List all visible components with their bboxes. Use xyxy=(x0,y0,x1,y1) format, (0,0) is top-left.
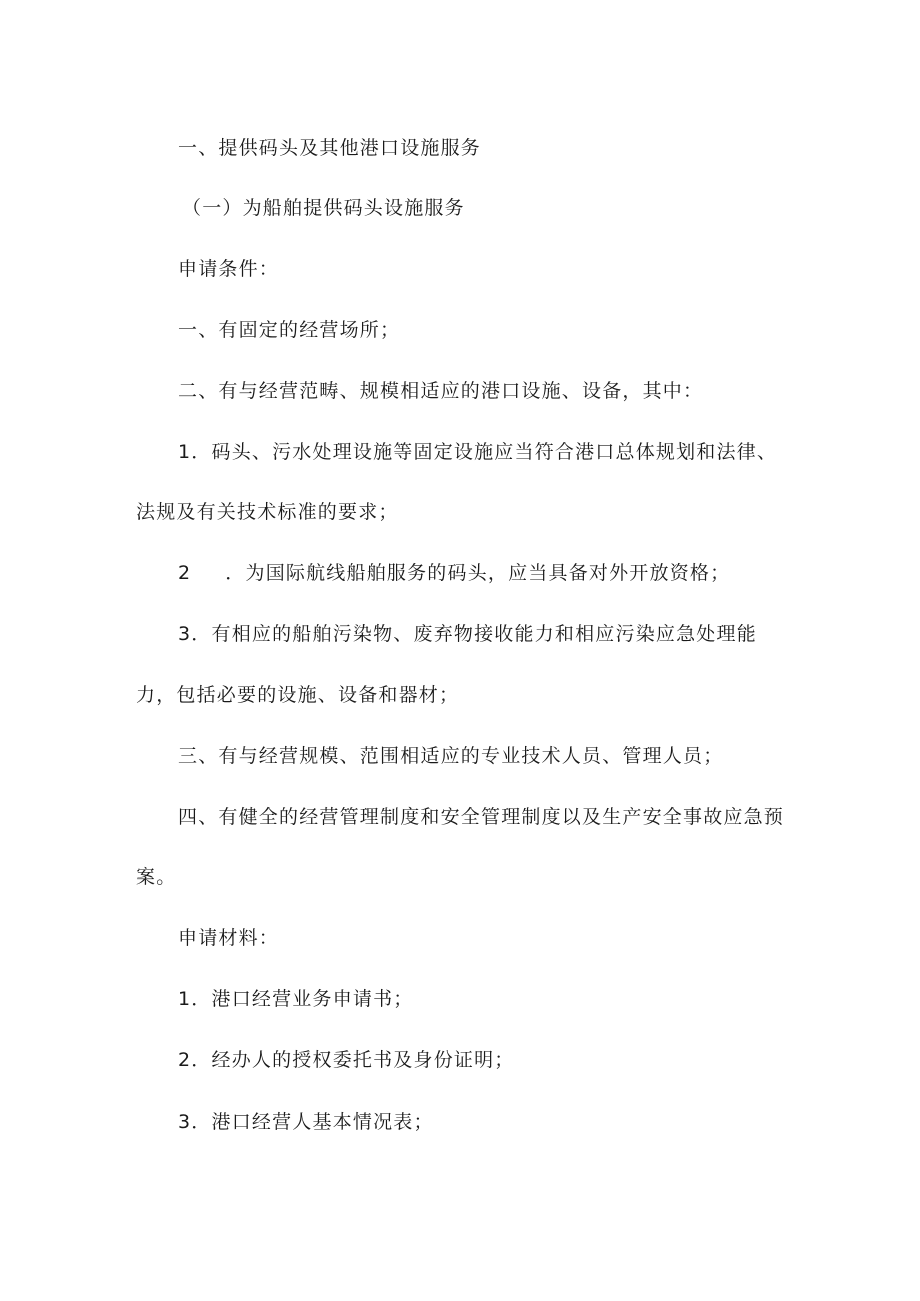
material-item-1: 1．港口经营业务申请书； xyxy=(178,988,414,1010)
section-heading: 一、提供码头及其他港口设施服务 xyxy=(178,137,482,159)
condition-item-4-line-1: 四、有健全的经营管理制度和安全管理制度以及生产安全事故应急预 xyxy=(178,806,785,828)
condition-item-2: 二、有与经营范畴、规模相适应的港口设施、设备，其中： xyxy=(178,380,704,402)
condition-sub-2-text: ．为国际航线船舶服务的码头，应当具备对外开放资格； xyxy=(225,562,731,584)
condition-sub-3-line-2: 力，包括必要的设施、设备和器材； xyxy=(136,684,460,706)
condition-sub-3-line-1: 3．有相应的船舶污染物、废弃物接收能力和相应污染应急处理能 xyxy=(178,623,757,645)
condition-sub-1-line-2: 法规及有关技术标准的要求； xyxy=(136,501,399,523)
subsection-heading: （一）为船舶提供码头设施服务 xyxy=(182,197,465,219)
materials-title: 申请材料： xyxy=(178,927,280,949)
condition-sub-2 xyxy=(178,561,730,585)
material-item-2: 2．经办人的授权委托书及身份证明； xyxy=(178,1049,515,1071)
material-item-3: 3．港口经营人基本情况表； xyxy=(178,1111,434,1133)
condition-item-1: 一、有固定的经营场所； xyxy=(178,319,401,341)
condition-item-4-line-2: 案。 xyxy=(136,866,177,888)
condition-sub-2-number: 2 xyxy=(178,562,192,584)
conditions-title: 申请条件： xyxy=(178,258,280,280)
condition-item-3: 三、有与经营规模、范围相适应的专业技术人员、管理人员； xyxy=(178,745,724,767)
condition-sub-1-line-1: 1．码头、污水处理设施等固定设施应当符合港口总体规划和法律、 xyxy=(178,441,778,463)
